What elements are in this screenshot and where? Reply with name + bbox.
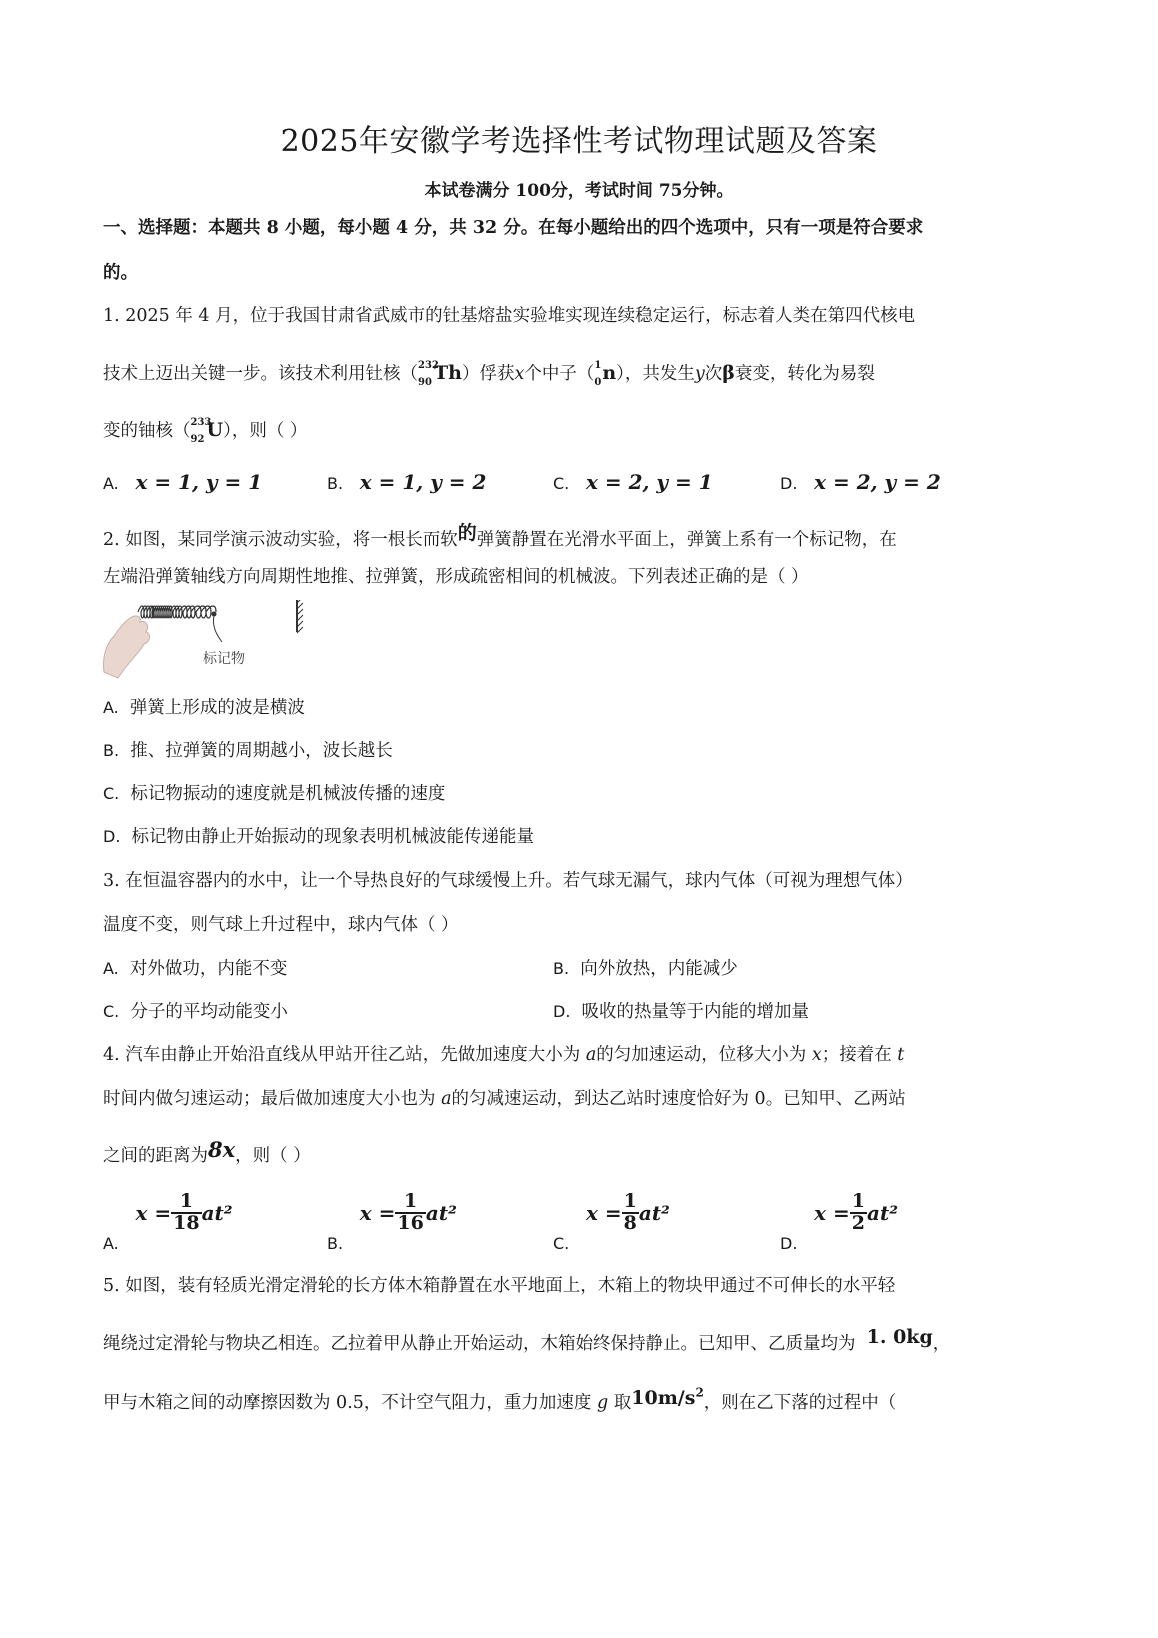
spring-figure: [100, 600, 310, 680]
spring-diagram: [100, 600, 310, 680]
q1-line3: 变的铀核（ 233 92 U），则（ ）: [103, 417, 308, 445]
q3-line2: 温度不变，则气球上升过程中，球内气体（ ）: [103, 915, 459, 935]
section-heading: 一、选择题：本题共 8 小题，每小题 4 分，共 32 分。在每小题给出的四个选项中，只有一项是符合要求: [103, 218, 924, 238]
uranium-nucleus: 233 92 U: [190, 417, 224, 445]
q2-line1: 2. 如图，某同学演示波动实验，将一根长而软的弹簧静置在光滑水平面上，弹簧上系有一个标记物，在: [103, 522, 897, 550]
q1-line1: 1. 2025 年 4 月，位于我国甘肃省武威市的钍基熔盐实验堆实现连续稳定运行，标志着人类在第四代核电: [103, 306, 916, 326]
q1-option-c[interactable]: C. x = 2, y = 1: [553, 470, 713, 494]
q4-option-b[interactable]: B. x = $\frac{1}{16}$ at²: [327, 1190, 457, 1254]
q2-option-b[interactable]: B. 推、拉弹簧的周期越小，波长越长: [103, 741, 393, 761]
spring-coils: [138, 606, 216, 618]
q4-option-d[interactable]: D. x = $\frac{1}{2}$ at²: [780, 1190, 898, 1254]
q3-option-d[interactable]: D. 吸收的热量等于内能的增加量: [553, 1002, 810, 1022]
page-title: 2025年安徽学考选择性考试物理试题及答案: [280, 124, 878, 159]
q4-line2: 时间内做匀速运动；最后做加速度大小也为 a的匀减速运动，到达乙站时速度恰好为 0。已知甲、乙两站: [103, 1089, 906, 1109]
q5-line1: 5. 如图，装有轻质光滑定滑轮的长方体木箱静置在水平地面上，木箱上的物块甲通过不可伸长的水平轻: [103, 1276, 896, 1296]
q3-option-c[interactable]: C. 分子的平均动能变小: [103, 1002, 288, 1022]
hand-illustration: [103, 616, 149, 678]
q1-line2: 技术上迈出关键一步。该技术利用钍核（ 232 90 Th）俘获x个中子（ 1 0 n），共发生y次β衰变，转化为易裂: [103, 360, 875, 388]
q4-line1: 4. 汽车由静止开始沿直线从甲站开往乙站，先做加速度大小为 a的匀加速运动，位移大小为 x；接着在 t: [103, 1045, 905, 1065]
q3-line1: 3. 在恒温容器内的水中，让一个导热良好的气球缓慢上升。若气球无漏气，球内气体（可视为理想气体）: [103, 871, 913, 891]
q5-line3: 甲与木箱之间的动摩擦因数为 0.5，不计空气阻力，重力加速度 g 取$10m/s^2$，则在乙下落的过程中（: [103, 1385, 897, 1413]
mass-value: 1. 0kg: [866, 1326, 933, 1348]
figure-label-marker: 标记物: [203, 651, 245, 667]
q1-option-b[interactable]: B. x = 1, y = 2: [327, 470, 487, 494]
distance-8x: 8x: [208, 1137, 236, 1162]
gravity-value: $10m/s^2$: [631, 1385, 704, 1409]
thorium-nucleus: 232 90 Th: [418, 360, 462, 388]
q1-option-a[interactable]: A. x = 1, y = 1: [103, 470, 263, 494]
q2-option-a[interactable]: A. 弹簧上形成的波是横波: [103, 698, 305, 718]
q5-line2: 绳绕过定滑轮与物块乙相连。乙拉着甲从静止开始运动，木箱始终保持静止。已知甲、乙质量均为 1. 0kg，: [103, 1326, 951, 1354]
section-heading-cont: 的。: [103, 263, 138, 283]
exam-info: 本试卷满分 100分，考试时间 75分钟。: [424, 181, 734, 201]
q3-option-b[interactable]: B. 向外放热，内能减少: [553, 959, 738, 979]
q2-option-c[interactable]: C. 标记物振动的速度就是机械波传播的速度: [103, 784, 446, 804]
beta-symbol: β: [722, 362, 735, 384]
q1-option-d[interactable]: D. x = 2, y = 2: [780, 470, 941, 494]
q4-option-a[interactable]: A. x = $\frac{1}{18}$ at²: [103, 1190, 233, 1254]
q4-line3: 之间的距离为8x，则（ ）: [103, 1137, 311, 1166]
q2-option-d[interactable]: D. 标记物由静止开始振动的现象表明机械波能传递能量: [103, 827, 535, 847]
q2-line2: 左端沿弹簧轴线方向周期性地推、拉弹簧，形成疏密相间的机械波。下列表述正确的是（ ）: [103, 567, 809, 587]
q3-option-a[interactable]: A. 对外做功，内能不变: [103, 959, 288, 979]
marker-pointer: [213, 616, 222, 642]
marker-dot: [212, 612, 217, 617]
q4-option-c[interactable]: C. x = $\frac{1}{8}$ at²: [553, 1190, 670, 1254]
neutron: 1 0 n: [594, 360, 617, 388]
